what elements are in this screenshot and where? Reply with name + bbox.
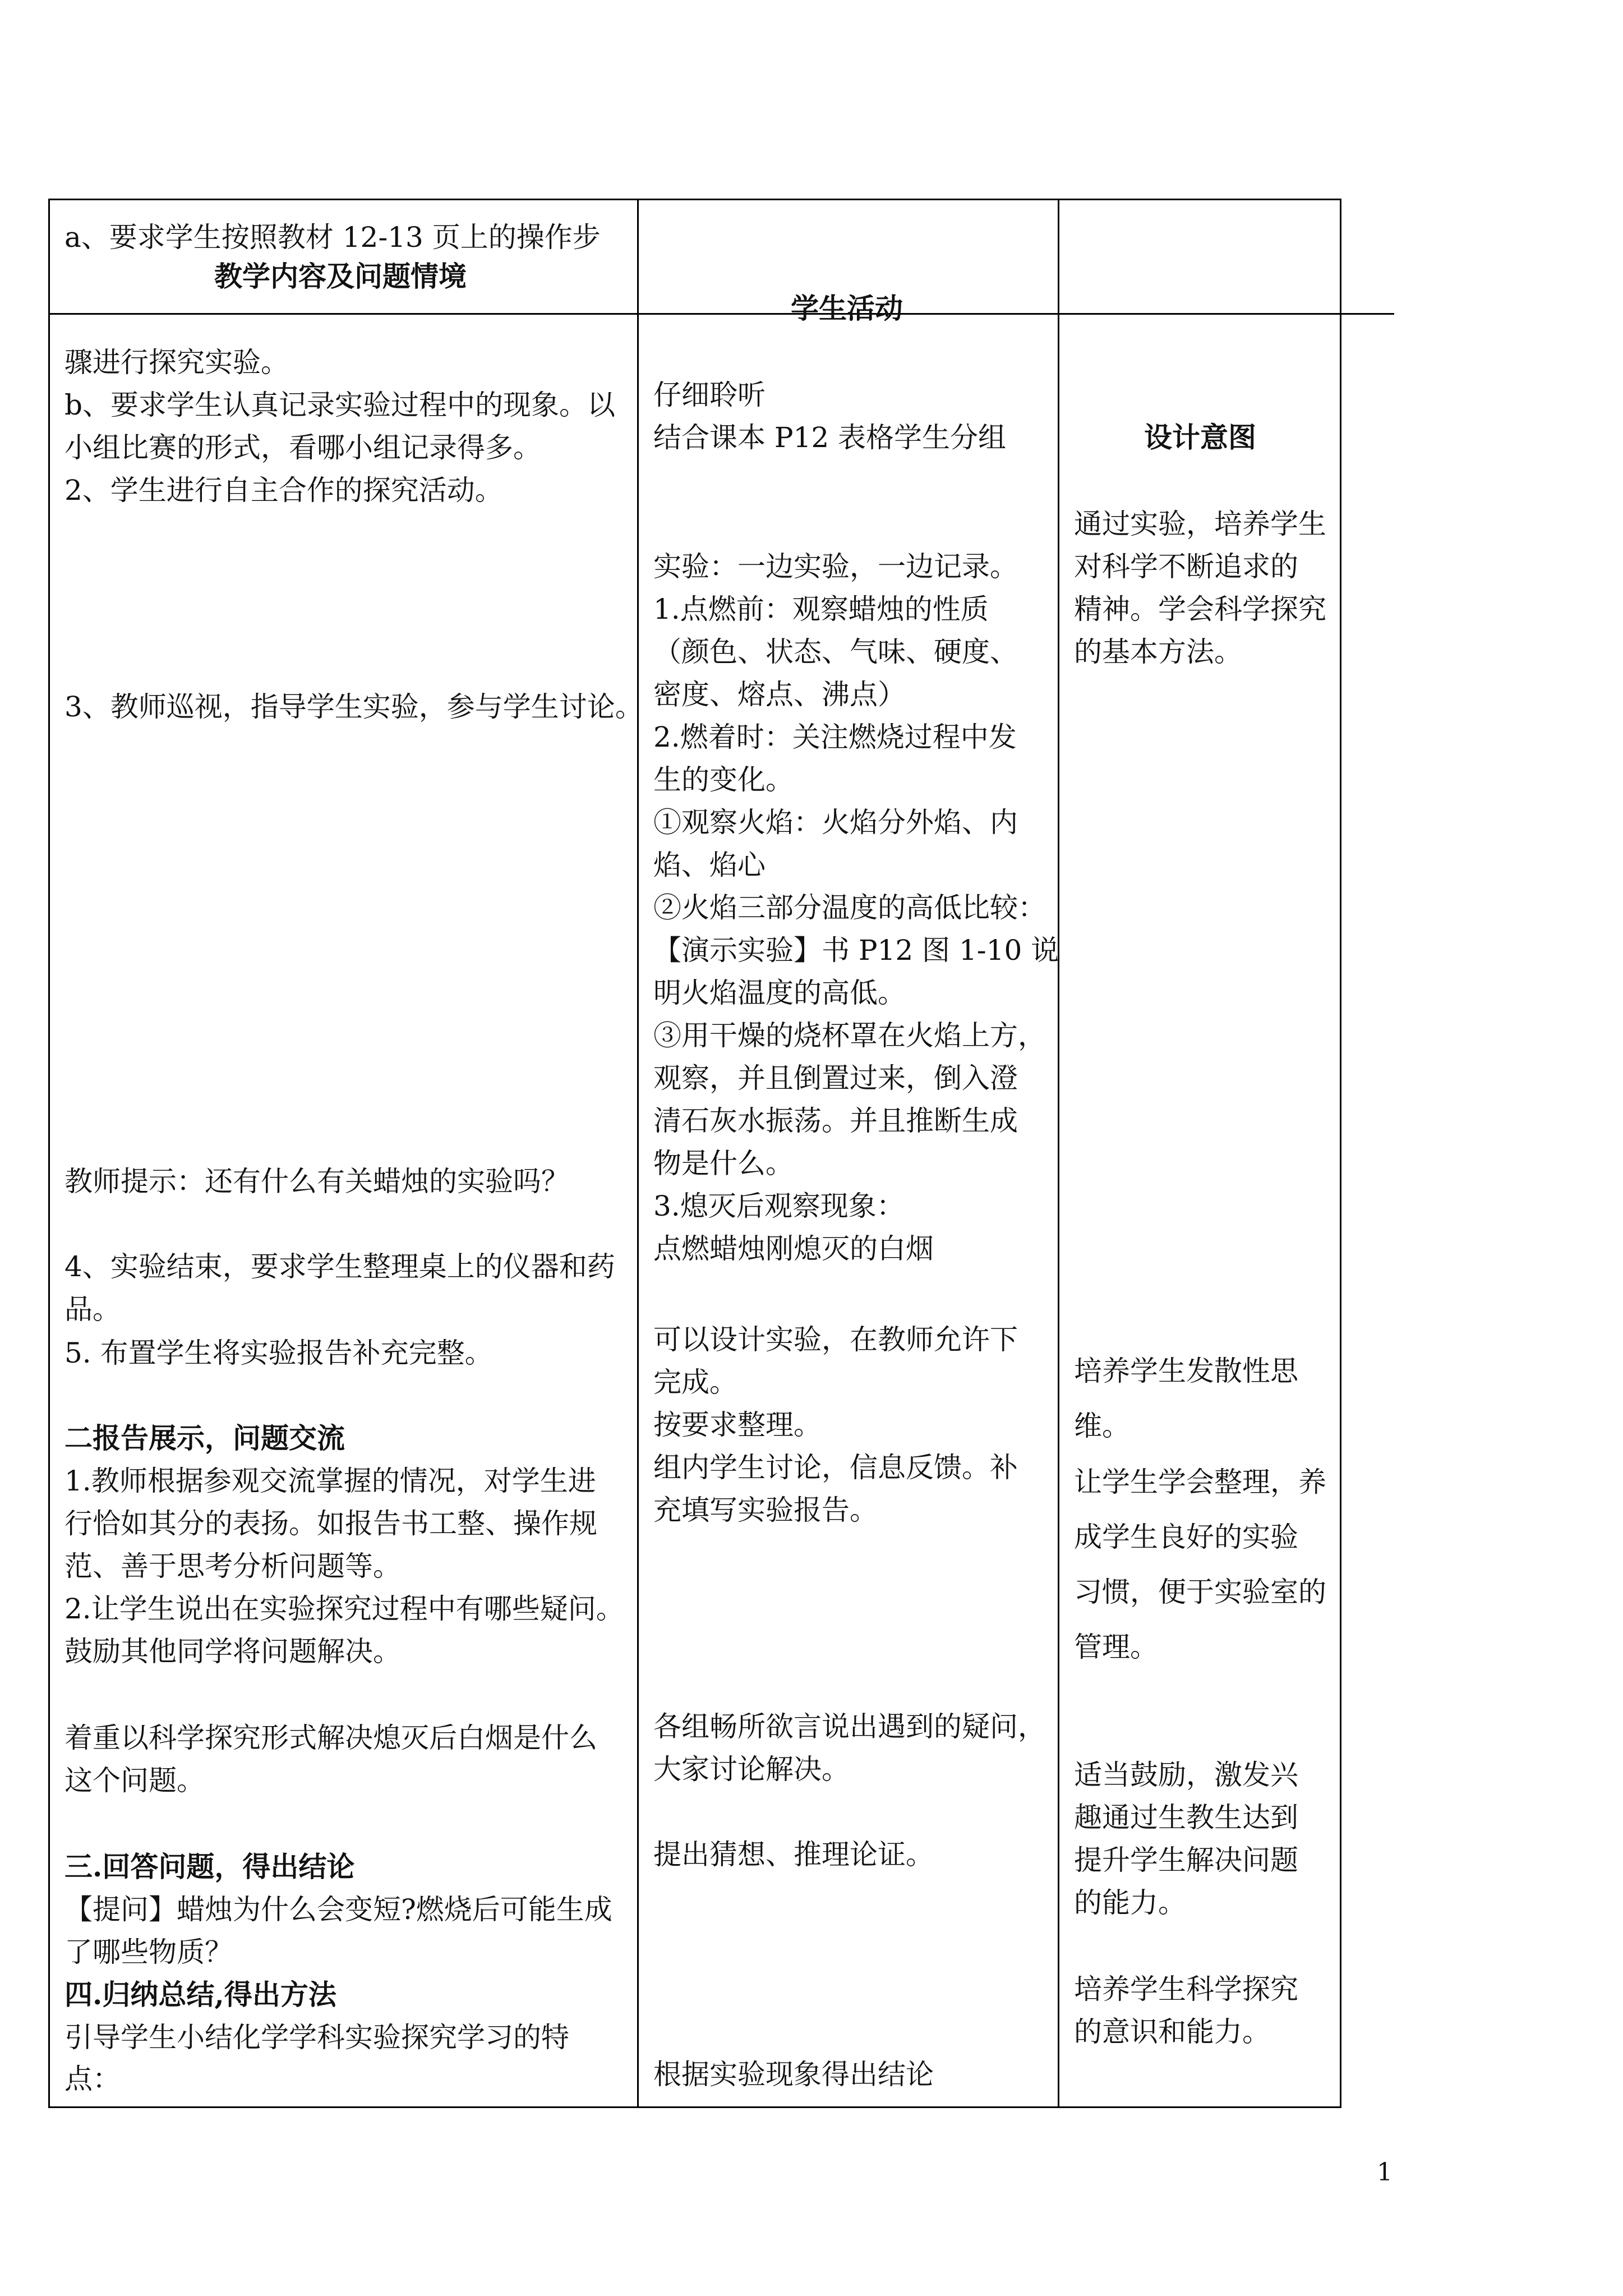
intent-line: 的能力。 [1074, 1887, 1186, 1919]
section-heading: 三.回答问题，得出结论 [64, 1850, 355, 1883]
section-heading: 四.归纳总结,得出方法 [64, 1978, 336, 2011]
activity-line: 【演示实验】书 P12 图 1-10 说 [653, 934, 1059, 967]
content-line: 着重以科学探究形式解决熄灭后白烟是什么 [64, 1722, 597, 1754]
intent-line: 习惯，便于实验室的 [1074, 1576, 1326, 1608]
activity-line: 1.点燃前：观察蜡烛的性质 [653, 593, 989, 625]
content-line: 2.让学生说出在实验探究过程中有哪些疑问。 [64, 1593, 624, 1625]
intent-line: 培养学生科学探究 [1074, 1973, 1298, 2005]
table-top-border [48, 199, 1341, 200]
column-divider-1 [637, 199, 639, 2108]
intent-line: 适当鼓励，激发兴 [1074, 1759, 1298, 1791]
content-line: 范、善于思考分析问题等。 [64, 1550, 401, 1582]
content-line: 品。 [64, 1293, 121, 1326]
content-line: 【提问】蜡烛为什么会变短?燃烧后可能生成 [64, 1893, 612, 1926]
activity-line: 仔细聆听 [653, 379, 766, 411]
intent-line: 精神。学会科学探究 [1074, 593, 1326, 625]
content-line: 5. 布置学生将实验报告补充完整。 [64, 1337, 493, 1369]
activity-line: 2.燃着时：关注燃烧过程中发 [653, 721, 1017, 753]
activity-line: ③用干燥的烧杯罩在火焰上方， [653, 1019, 1046, 1052]
activity-line: 完成。 [653, 1366, 737, 1398]
activity-line: 3.熄灭后观察现象： [653, 1190, 905, 1222]
page-number: 1 [1377, 2158, 1393, 2187]
activity-line: 按要求整理。 [653, 1409, 822, 1441]
activity-line: 生的变化。 [653, 763, 794, 796]
activity-line: 可以设计实验，在教师允许下 [653, 1323, 1018, 1356]
activity-line: 大家讨论解决。 [653, 1753, 850, 1786]
activity-line: 提出猜想、推理论证。 [653, 1838, 934, 1871]
content-line: 行恰如其分的表扬。如报告书工整、操作规 [64, 1507, 597, 1540]
top-row-text: a、要求学生按照教材 12-13 页上的操作步 [64, 221, 601, 254]
content-line: 2、学生进行自主合作的探究活动。 [64, 474, 503, 507]
activity-line: 实验：一边实验，一边记录。 [653, 550, 1018, 583]
intent-line: 培养学生发散性思 [1074, 1355, 1298, 1387]
table-left-border [48, 199, 50, 2108]
activity-line: 充填写实验报告。 [653, 1494, 878, 1526]
activity-line: ①观察火焰：火焰分外焰、内 [653, 806, 1018, 839]
intent-line: 的意识和能力。 [1074, 2016, 1270, 2048]
content-line: 骤进行探究实验。 [64, 346, 289, 379]
header-design-intent: 设计意图 [1144, 421, 1256, 454]
intent-line: 让学生学会整理，养 [1074, 1466, 1326, 1498]
activity-line: 根据实验现象得出结论 [653, 2058, 934, 2091]
content-line: 1.教师根据参观交流掌握的情况，对学生进 [64, 1465, 596, 1497]
content-line: 3、教师巡视，指导学生实验，参与学生讨论。 [64, 691, 643, 723]
intent-line: 的基本方法。 [1074, 636, 1242, 668]
content-line: 引导学生小结化学学科实验探究学习的特 [64, 2021, 569, 2054]
activity-line: ②火焰三部分温度的高低比较： [653, 891, 1046, 924]
activity-line: 各组畅所欲言说出遇到的疑问， [653, 1710, 1046, 1743]
header-student-activity: 学生活动 [791, 292, 903, 325]
activity-line: （颜色、状态、气味、硬度、 [653, 636, 1018, 668]
activity-line: 清石灰水振荡。并且推断生成 [653, 1105, 1018, 1137]
section-heading: 二报告展示，问题交流 [64, 1421, 345, 1455]
content-line: 教师提示：还有什么有关蜡烛的实验吗？ [64, 1165, 569, 1198]
intent-line: 对科学不断追求的 [1074, 550, 1298, 583]
activity-line: 组内学生讨论，信息反馈。补 [653, 1451, 1018, 1484]
intent-line: 成学生良好的实验 [1074, 1521, 1298, 1553]
content-line: 4、实验结束，要求学生整理桌上的仪器和药 [64, 1250, 615, 1283]
intent-line: 通过实验，培养学生 [1074, 508, 1326, 540]
activity-line: 明火焰温度的高低。 [653, 977, 906, 1009]
activity-line: 物是什么。 [653, 1147, 794, 1180]
content-line: b、要求学生认真记录实验过程中的现象。以 [64, 389, 616, 421]
content-line: 了哪些物质？ [64, 1936, 233, 1968]
intent-line: 提升学生解决问题 [1074, 1844, 1298, 1876]
activity-line: 密度、熔点、沸点） [653, 678, 906, 711]
header-bottom-border [48, 313, 1394, 315]
header-content: 教学内容及问题情境 [214, 260, 467, 293]
activity-line: 结合课本 P12 表格学生分组 [653, 421, 1007, 454]
content-line: 这个问题。 [64, 1764, 205, 1797]
activity-line: 焰、焰心 [653, 849, 766, 881]
activity-line: 观察，并且倒置过来，倒入澄 [653, 1062, 1018, 1094]
intent-line: 维。 [1074, 1410, 1130, 1442]
content-line: 鼓励其他同学将问题解决。 [64, 1635, 401, 1668]
table-bottom-border [48, 2106, 1341, 2108]
intent-line: 趣通过生教生达到 [1074, 1801, 1298, 1834]
column-divider-2 [1058, 199, 1059, 2108]
content-line: 点： [64, 2063, 121, 2095]
activity-line: 点燃蜡烛刚熄灭的白烟 [653, 1232, 934, 1265]
content-line: 小组比赛的形式，看哪小组记录得多。 [64, 431, 541, 464]
table-right-border [1340, 199, 1341, 2108]
intent-line: 管理。 [1074, 1631, 1158, 1663]
